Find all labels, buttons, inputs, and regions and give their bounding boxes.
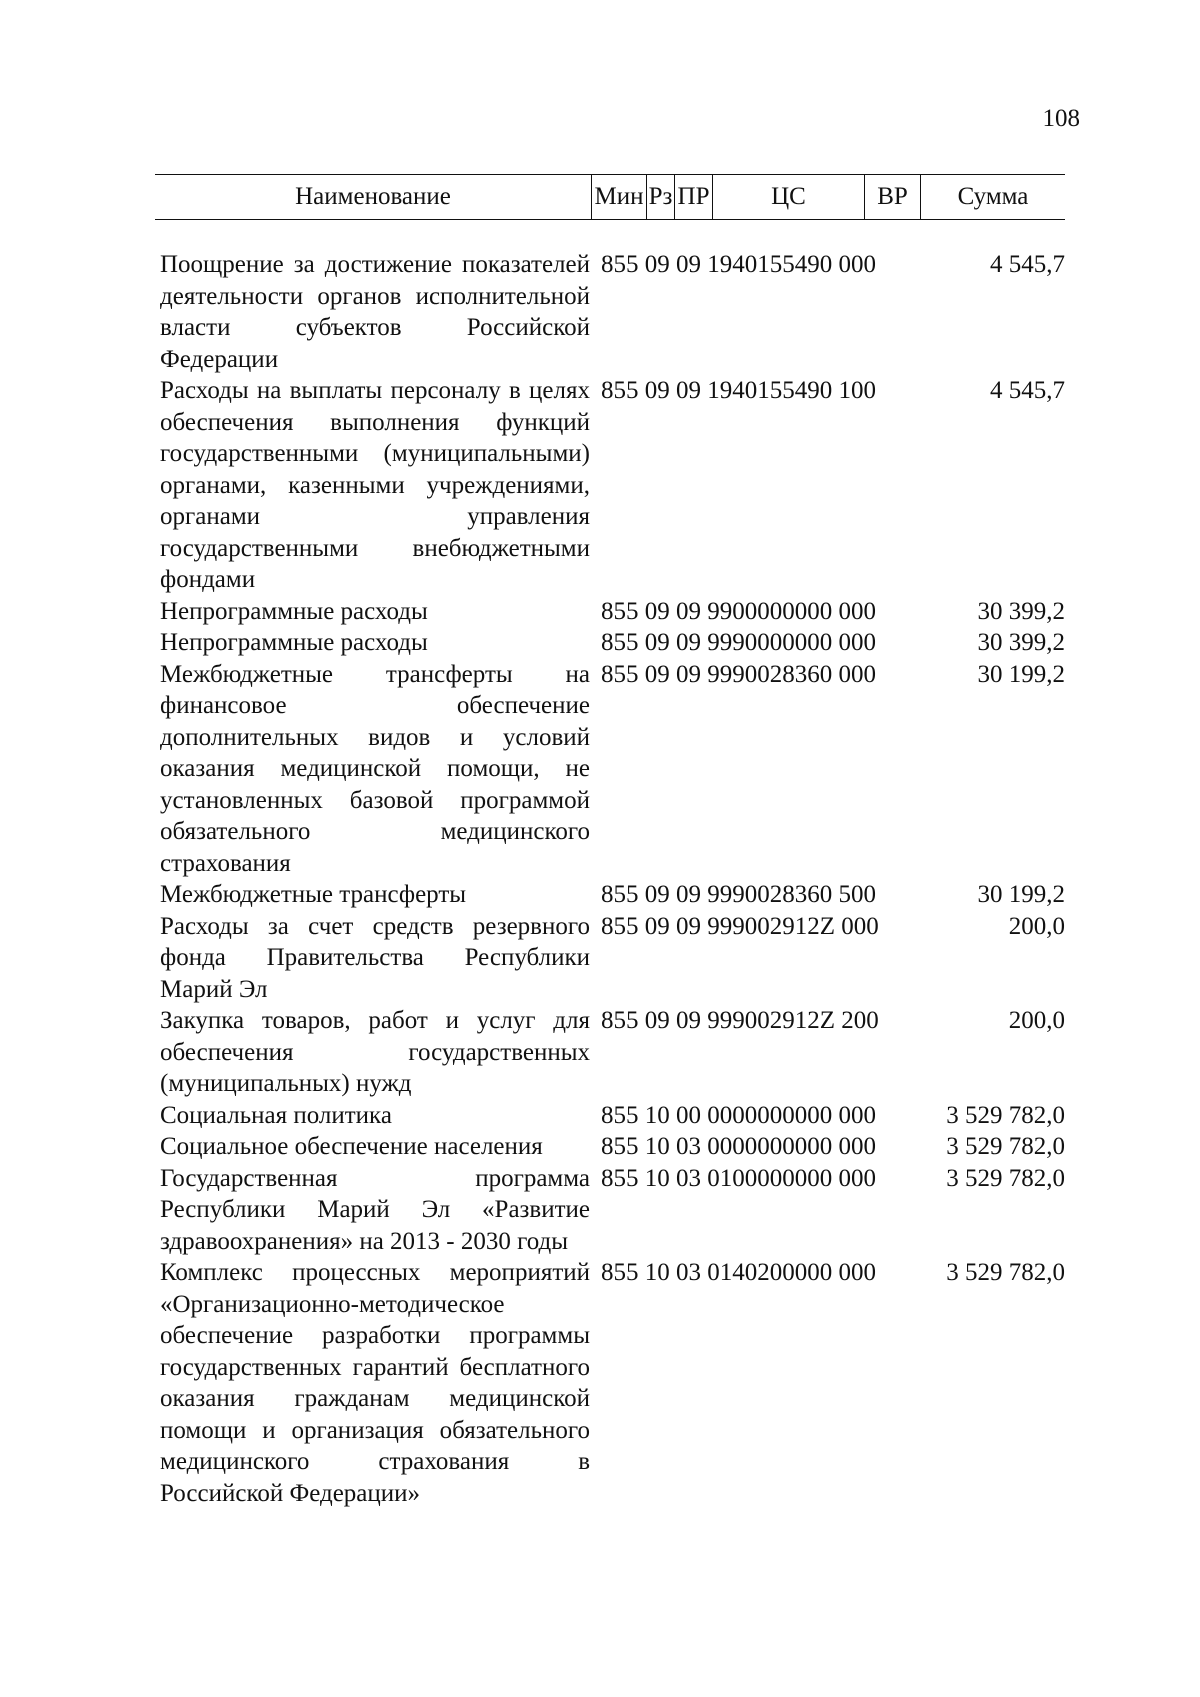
table-row bbox=[160, 596, 1065, 628]
row-vr: 000 bbox=[838, 597, 876, 625]
row-sum: 3 529 782,0 bbox=[946, 1259, 1065, 1286]
row-rz: 09 bbox=[644, 597, 670, 625]
row-codes bbox=[601, 249, 876, 281]
table-row bbox=[160, 1163, 1065, 1258]
table-row bbox=[160, 911, 1065, 1006]
row-min: 855 bbox=[601, 912, 639, 940]
table-row bbox=[160, 1257, 1065, 1509]
row-cs: 0000000000 bbox=[707, 1133, 833, 1160]
row-sum: 30 199,2 bbox=[977, 881, 1065, 908]
table-row bbox=[160, 659, 1065, 880]
row-codes bbox=[601, 1131, 876, 1163]
row-min: 855 bbox=[601, 660, 639, 688]
row-codes bbox=[601, 375, 876, 407]
row-cs: 1940155490 bbox=[707, 377, 833, 404]
row-name: Расходы на выплаты персоналу в целях обеспечения выполнения функций государственными (муниципальными) органами, казенными учреждениями, органами управления государственными внебюджетными фондами bbox=[160, 377, 590, 593]
header-vr: ВР bbox=[864, 175, 920, 219]
row-sum: 30 199,2 bbox=[977, 660, 1065, 688]
row-cs: 9990000000 bbox=[707, 629, 833, 656]
header-rz: Рз bbox=[646, 175, 674, 219]
table-row bbox=[160, 627, 1065, 659]
row-vr: 200 bbox=[841, 1007, 879, 1034]
table-row bbox=[160, 1100, 1065, 1132]
row-pr: 09 bbox=[676, 629, 701, 656]
row-codes bbox=[601, 1100, 876, 1132]
row-vr: 000 bbox=[838, 660, 876, 688]
row-vr: 000 bbox=[838, 1133, 876, 1160]
table-row bbox=[160, 1131, 1065, 1163]
row-pr: 09 bbox=[676, 251, 701, 278]
row-rz: 09 bbox=[644, 251, 670, 278]
table-row bbox=[160, 249, 1065, 375]
row-sum: 3 529 782,0 bbox=[946, 1164, 1065, 1192]
header-cs: ЦС bbox=[712, 175, 864, 219]
header-min: Мин bbox=[591, 175, 646, 219]
row-cs: 0100000000 bbox=[707, 1164, 833, 1192]
row-min: 855 bbox=[601, 1164, 639, 1192]
row-sum: 4 545,7 bbox=[990, 251, 1065, 278]
row-name: Закупка товаров, работ и услуг для обеспечения государственных (муниципальных) нужд bbox=[160, 1007, 590, 1097]
row-rz: 10 bbox=[644, 1259, 670, 1286]
row-rz: 09 bbox=[644, 912, 670, 940]
table-row bbox=[160, 375, 1065, 596]
row-name: Непрограммные расходы bbox=[160, 597, 428, 625]
row-pr: 03 bbox=[676, 1133, 701, 1160]
row-pr: 03 bbox=[676, 1259, 701, 1286]
row-vr: 000 bbox=[841, 912, 879, 940]
row-pr: 09 bbox=[676, 881, 701, 908]
row-vr: 500 bbox=[838, 881, 876, 908]
header-sum: Сумма bbox=[920, 175, 1065, 219]
row-pr: 09 bbox=[676, 377, 701, 404]
row-rz: 09 bbox=[644, 629, 670, 656]
row-rz: 10 bbox=[644, 1133, 670, 1160]
row-vr: 000 bbox=[838, 1164, 876, 1192]
row-min: 855 bbox=[601, 377, 639, 404]
row-cs: 9990028360 bbox=[707, 660, 833, 688]
row-rz: 09 bbox=[644, 1007, 670, 1034]
row-min: 855 bbox=[601, 629, 639, 656]
row-cs: 999002912Z bbox=[707, 912, 836, 940]
table-header bbox=[155, 174, 1065, 220]
row-sum: 4 545,7 bbox=[990, 377, 1065, 404]
row-cs: 999002912Z bbox=[707, 1007, 836, 1034]
row-rz: 10 bbox=[644, 1164, 670, 1192]
row-min: 855 bbox=[601, 1101, 639, 1129]
row-rz: 09 bbox=[644, 377, 670, 404]
row-pr: 09 bbox=[676, 660, 701, 688]
row-name: Комплекс процессных мероприятий «Организационно-методическое обеспечение разработки программы государственных гарантий бесплатного оказания гражданам медицинской помощи и организация обязательного медицинского страхования в Российской Федерации» bbox=[160, 1259, 590, 1507]
table-row bbox=[160, 879, 1065, 911]
row-name: Межбюджетные трансферты на финансовое обеспечение дополнительных видов и условий оказания медицинской помощи, не установленных базовой программой обязательного медицинского страхования bbox=[160, 660, 590, 877]
row-name: Расходы за счет средств резервного фонда Правительства Республики Марий Эл bbox=[160, 912, 590, 1003]
row-cs: 0140200000 bbox=[707, 1259, 833, 1286]
row-cs: 1940155490 bbox=[707, 251, 833, 278]
row-name: Поощрение за достижение показателей деятельности органов исполнительной власти субъектов Российской Федерации bbox=[160, 251, 590, 373]
row-vr: 000 bbox=[838, 1259, 876, 1286]
row-cs: 0000000000 bbox=[707, 1101, 833, 1129]
row-name: Межбюджетные трансферты bbox=[160, 881, 467, 908]
row-cs: 9900000000 bbox=[707, 597, 833, 625]
row-vr: 000 bbox=[838, 629, 876, 656]
row-name: Социальная политика bbox=[160, 1101, 392, 1129]
row-name: Непрограммные расходы bbox=[160, 629, 428, 656]
row-sum: 30 399,2 bbox=[977, 629, 1065, 656]
row-sum: 3 529 782,0 bbox=[946, 1101, 1065, 1129]
row-codes bbox=[601, 1005, 879, 1037]
row-vr: 000 bbox=[838, 251, 876, 278]
row-min: 855 bbox=[601, 1007, 639, 1034]
row-codes bbox=[601, 1163, 876, 1195]
row-codes bbox=[601, 659, 876, 691]
row-sum: 200,0 bbox=[1008, 1007, 1065, 1034]
row-min: 855 bbox=[601, 1133, 639, 1160]
row-codes bbox=[601, 879, 876, 911]
row-min: 855 bbox=[601, 251, 639, 278]
row-pr: 09 bbox=[676, 597, 701, 625]
row-rz: 10 bbox=[644, 1101, 670, 1129]
row-pr: 09 bbox=[676, 1007, 701, 1034]
row-codes bbox=[601, 911, 879, 943]
row-pr: 09 bbox=[676, 912, 701, 940]
row-vr: 100 bbox=[838, 377, 876, 404]
row-min: 855 bbox=[601, 881, 639, 908]
row-rz: 09 bbox=[644, 881, 670, 908]
row-codes bbox=[601, 596, 876, 628]
row-name: Социальное обеспечение населения bbox=[160, 1133, 543, 1160]
table-row bbox=[160, 1005, 1065, 1100]
row-codes bbox=[601, 627, 876, 659]
row-pr: 03 bbox=[676, 1164, 701, 1192]
row-sum: 30 399,2 bbox=[977, 597, 1065, 625]
row-sum: 3 529 782,0 bbox=[946, 1133, 1065, 1160]
row-name: Государственная программа Республики Марий Эл «Развитие здравоохранения» на 2013 - 2030 годы bbox=[160, 1164, 590, 1255]
row-min: 855 bbox=[601, 597, 639, 625]
page-number: 108 bbox=[1042, 105, 1080, 132]
row-vr: 000 bbox=[838, 1101, 876, 1129]
header-pr: ПР bbox=[674, 175, 712, 219]
row-pr: 00 bbox=[676, 1101, 701, 1129]
row-min: 855 bbox=[601, 1259, 639, 1286]
row-cs: 9990028360 bbox=[707, 881, 833, 908]
header-name: Наименование bbox=[295, 183, 451, 210]
table-body bbox=[160, 249, 1065, 1509]
row-codes bbox=[601, 1257, 876, 1289]
row-rz: 09 bbox=[644, 660, 670, 688]
row-sum: 200,0 bbox=[1008, 912, 1065, 940]
